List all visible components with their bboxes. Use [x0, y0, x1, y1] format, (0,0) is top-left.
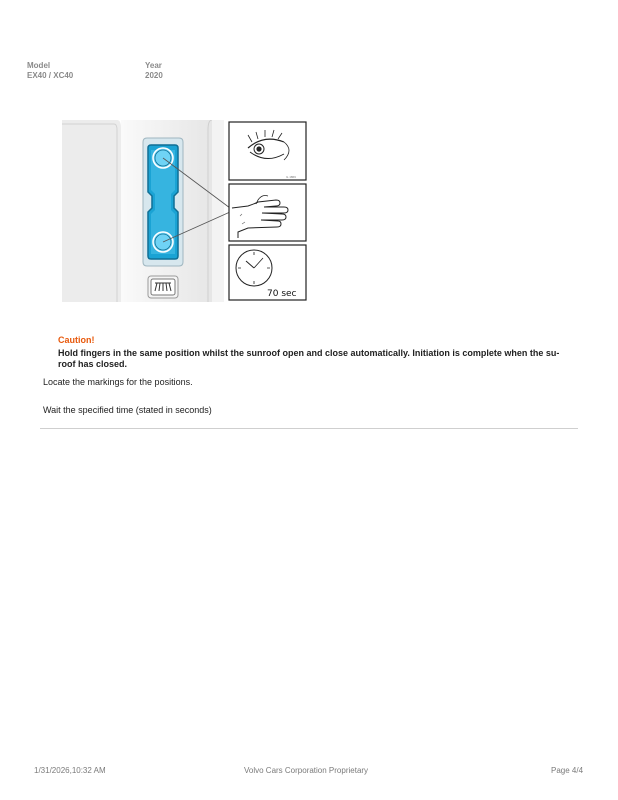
eye-icon: [229, 122, 306, 180]
caution-title: Caution!: [58, 335, 95, 345]
clock-icon: [229, 245, 306, 300]
sunroof-button-icon: [148, 276, 178, 298]
footer-page-number: Page 4/4: [551, 766, 584, 775]
step-locate-markings: Locate the markings for the positions.: [43, 377, 193, 387]
timer-text: 70 sec: [267, 289, 297, 299]
footer-timestamp: 1/31/2026,10:32 AM: [34, 766, 106, 775]
footer-company: Volvo Cars Corporation Proprietary: [244, 766, 369, 775]
section-divider: [40, 428, 578, 429]
model-value: EX40 / XC40: [27, 71, 74, 80]
sunroof-initiation-figure: [62, 120, 308, 302]
caution-body: Hold fingers in the same position whilst the sunroof open and close automatically. Initiation is complete when the su-roof has closed.: [58, 348, 560, 369]
step-wait-time: Wait the specified time (stated in seconds): [43, 405, 212, 415]
model-label: Model: [27, 61, 51, 70]
year-value: 2020: [145, 71, 163, 80]
sunroof-touch-strip[interactable]: [143, 138, 183, 266]
svg-text:IL 1866: IL 1866: [286, 175, 296, 179]
hand-icon: [229, 184, 306, 241]
year-label: Year: [145, 61, 162, 70]
